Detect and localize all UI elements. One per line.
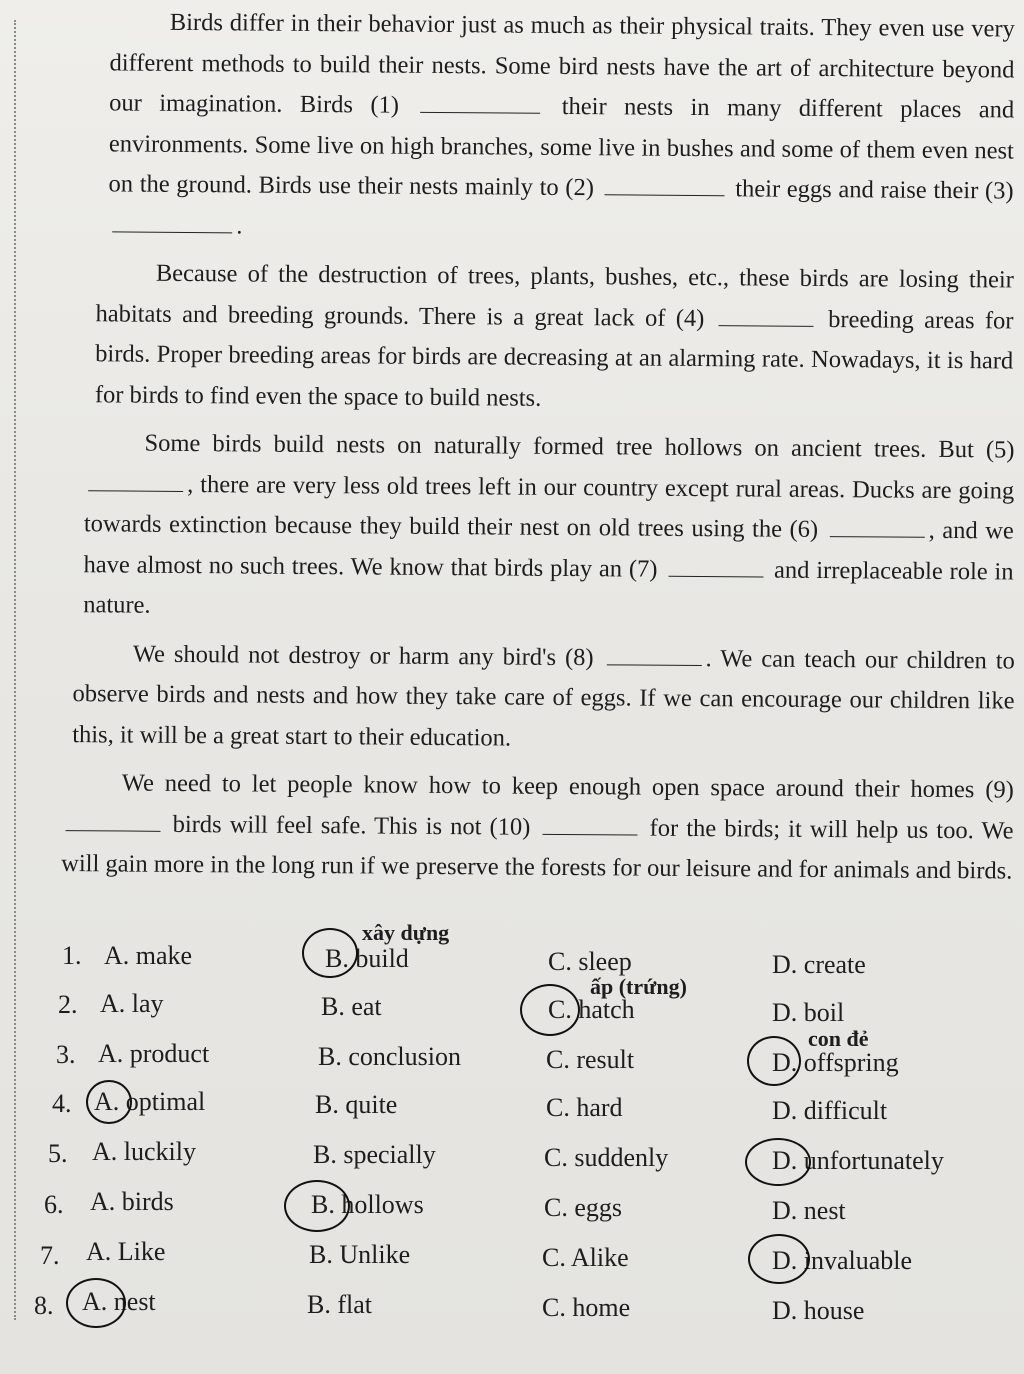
option-b[interactable]: B. eat: [321, 992, 382, 1021]
answer-circle: [748, 1234, 810, 1284]
option-b[interactable]: B. quite: [315, 1090, 398, 1119]
option-a[interactable]: A. nest: [82, 1287, 156, 1316]
option-b[interactable]: B. hollows: [311, 1190, 424, 1219]
question-number: 6.: [44, 1190, 64, 1219]
passage-paragraph-1: Birds differ in their behavior just as much as their physical traits. They even use very different methods to build their nests. Some bird nests have the art of architecture beyond our imagination. Birds (1) their nests in many different places and environments. Some live on high branches, some live in bushes and some of them even nest on the ground. Birds use their nests mainly to (2) their eggs and raise their (3) .: [108, 8, 1015, 239]
question-number: 2.: [58, 989, 78, 1019]
reading-passage: [53, 2, 1020, 900]
answer-circle: [284, 1180, 350, 1232]
handwritten-note-offspring: con đẻ: [808, 1026, 869, 1051]
passage-paragraph-3: Some birds build nests on naturally formed tree hollows on ancient trees. But (5) , there are very less old trees left in our country except rural areas. Ducks are going towards extinction because they build their nest on old trees using the (6) , and we have almost no such trees. We know that birds play an (7) and irreplaceable role in nature.: [83, 429, 1015, 619]
answer-circle: [747, 1036, 801, 1086]
option-d[interactable]: D. house: [772, 1296, 865, 1325]
answer-blank: [88, 468, 183, 492]
option-a[interactable]: A. luckily: [92, 1137, 196, 1166]
answer-blank: [542, 811, 637, 835]
option-b[interactable]: B. flat: [307, 1290, 372, 1319]
option-d[interactable]: D. invaluable: [772, 1246, 913, 1275]
answer-blank: [830, 514, 925, 538]
option-d[interactable]: D. difficult: [772, 1096, 888, 1125]
answer-blank: [420, 90, 540, 114]
option-c[interactable]: C. hatch: [548, 995, 635, 1024]
option-a[interactable]: A. optimal: [94, 1087, 206, 1116]
option-c[interactable]: C. eggs: [544, 1193, 622, 1222]
passage-paragraph-4: We should not destroy or harm any bird's (8) . We can teach our children to observe birds and nests and how they take care of eggs. If we can encourage our children like this, it will be a great start to their education.: [72, 640, 1015, 752]
question-number: 1.: [62, 941, 82, 970]
option-c[interactable]: C. hard: [546, 1093, 623, 1122]
option-d[interactable]: D. create: [772, 950, 866, 979]
option-d[interactable]: D. boil: [772, 998, 845, 1027]
answer-blank: [605, 172, 725, 196]
option-d[interactable]: D. offspring: [772, 1048, 899, 1077]
answer-blank: [668, 553, 763, 577]
question-number: 8.: [34, 1291, 54, 1321]
option-a[interactable]: A. product: [98, 1039, 210, 1068]
answer-blank: [607, 642, 702, 666]
option-c[interactable]: C. sleep: [548, 947, 632, 976]
answer-circle: [745, 1138, 811, 1186]
option-c[interactable]: C. suddenly: [544, 1143, 669, 1172]
option-b[interactable]: B. specially: [313, 1140, 436, 1169]
answer-circle: [302, 928, 358, 978]
option-c[interactable]: C. result: [546, 1045, 635, 1074]
binding-dotted-line: [14, 20, 16, 1320]
option-b[interactable]: B. Unlike: [309, 1240, 411, 1269]
option-a[interactable]: A. birds: [90, 1187, 174, 1216]
option-a[interactable]: A. Like: [86, 1237, 166, 1266]
option-a[interactable]: A. make: [104, 941, 193, 970]
answer-circle: [520, 984, 580, 1036]
passage-paragraph-5: We need to let people know how to keep enough open space around their homes (9) birds will feel safe. This is not (10) for the birds; it will help us too. We will gain more in the long run if we preserve the forests for our leisure and for animals and birds.: [61, 769, 1014, 885]
handwritten-note-build: xây dựng: [362, 920, 450, 945]
handwritten-note-hatch: ấp (trứng): [590, 974, 687, 999]
option-d[interactable]: D. unfortunately: [772, 1146, 944, 1175]
question-number: 5.: [48, 1139, 68, 1169]
answer-blank: [112, 209, 232, 233]
option-a[interactable]: A. lay: [100, 989, 164, 1018]
answer-blank: [65, 808, 160, 832]
question-number: 4.: [52, 1088, 72, 1118]
answer-circle: [86, 1080, 132, 1124]
question-number: 7.: [40, 1240, 60, 1270]
option-c[interactable]: C. Alike: [542, 1243, 629, 1272]
passage-paragraph-2: Because of the destruction of trees, plants, bushes, etc., these birds are losing their habitats and breeding grounds. There is a great lack of (4) breeding areas for birds. Proper breeding areas for birds are decreasing at an alarming rate. Nowadays, it is hard for birds to find even the space to build nests.: [94, 259, 1014, 412]
question-number: 3.: [56, 1040, 76, 1070]
option-c[interactable]: C. home: [542, 1293, 631, 1322]
option-b[interactable]: B. build: [325, 944, 409, 973]
answer-circle: [66, 1278, 126, 1328]
option-b[interactable]: B. conclusion: [318, 1042, 461, 1071]
answer-blank: [719, 303, 814, 327]
option-d[interactable]: D. nest: [772, 1196, 846, 1225]
